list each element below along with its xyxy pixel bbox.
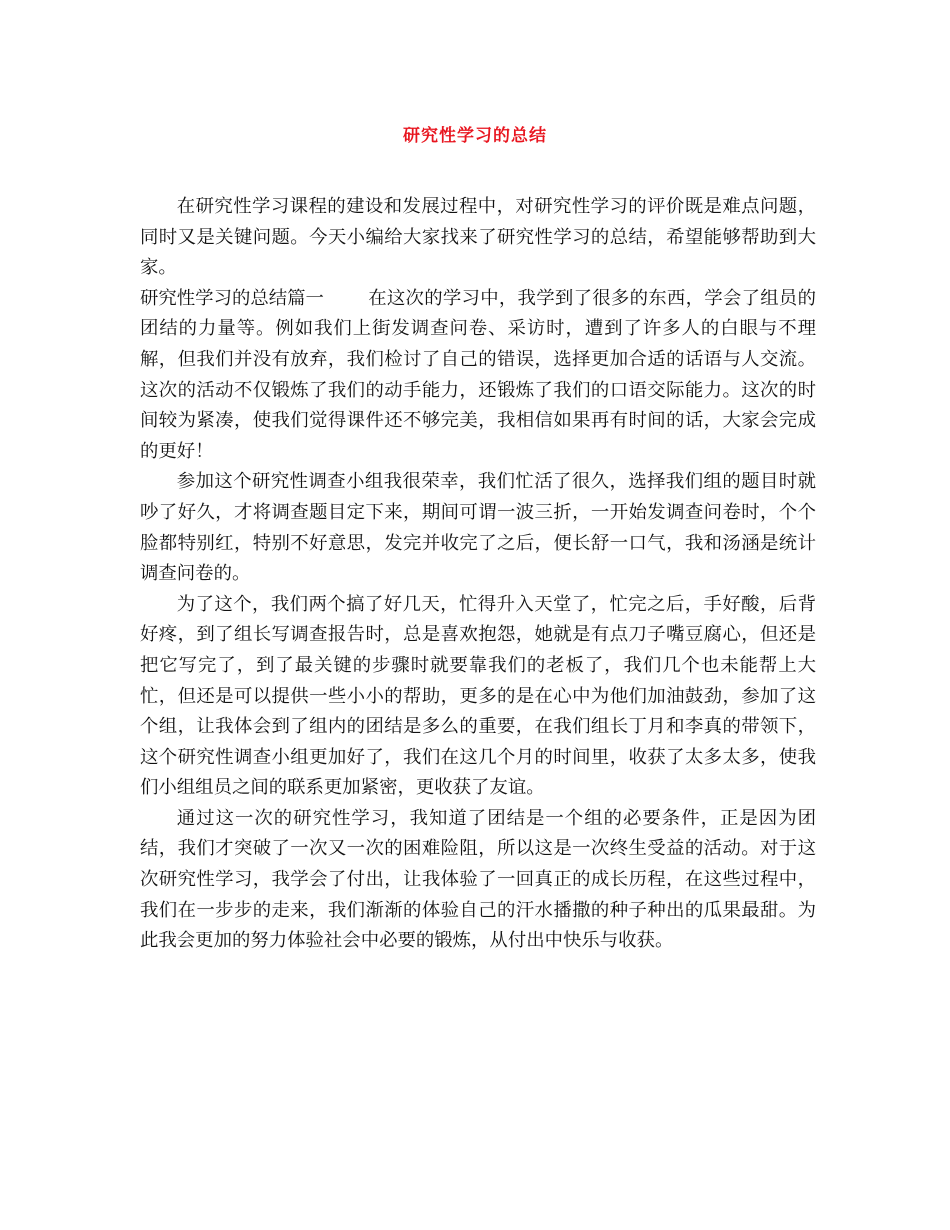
body-paragraph-2: 参加这个研究性调查小组我很荣幸，我们忙活了很久，选择我们组的题目时就吵了好久，才将调查题目定下来，期间可谓一波三折，一开始发调查问卷时，个个脸都特别红，特别不好意思，发完并收完了之后，便长舒一口气，我和汤涵是统计调查问卷的。 <box>140 471 816 585</box>
body-paragraph-4: 通过这一次的研究性学习，我知道了团结是一个组的必要条件，正是因为团结，我们才突破了一次又一次的困难险阻，所以这是一次终生受益的活动。对于这次研究性学习，我学会了付出，让我体验了一回真正的成长历程，在这些过程中，我们在一步步的走来，我们渐渐的体验自己的汗水播撒的种子种出的瓜果最甜。为此我会更加的努力体验社会中必要的锻炼，从付出中快乐与收获。 <box>140 807 816 952</box>
page-title: 研究性学习的总结 <box>403 126 547 146</box>
intro-paragraph: 在研究性学习课程的建设和发展过程中，对研究性学习的评价既是难点问题，同时又是关键问题。今天小编给大家找来了研究性学习的总结，希望能够帮助到大家。 <box>140 196 816 279</box>
body-paragraph-3: 为了这个，我们两个搞了好几天，忙得升入天堂了，忙完之后，手好酸，后背好疼，到了组长写调查报告时，总是喜欢抱怨，她就是有点刀子嘴豆腐心，但还是把它写完了，到了最关键的步骤时就要靠我们的老板了，我们几个也未能帮上大忙，但还是可以提供一些小小的帮助，更多的是在心中为他们加油鼓劲，参加了这个组，让我体会到了组内的团结是多么的重要，在我们组长丁月和李真的带领下，这个研究性调查小组更加好了，我们在这几个月的时间里，收获了太多太多，使我们小组组员之间的联系更加紧密，更收获了友谊。 <box>140 593 816 799</box>
section-one-paragraph <box>140 284 816 468</box>
body-paragraph-1: 在这次的学习中，我学到了很多的东西，学会了组员的团结的力量等。例如我们上街发调查问卷、采访时，遭到了许多人的白眼与不理解，但我们并没有放弃，我们检讨了自己的错误，选择更加合适的话语与人交流。这次的活动不仅锻炼了我们的动手能力，还锻炼了我们的口语交际能力。这次的时间较为紧凑，使我们觉得课件还不够完美，我相信如果再有时间的话，大家会完成的更好！ <box>140 287 816 462</box>
section-heading: 研究性学习的总结篇一 <box>140 287 324 309</box>
document-body <box>140 192 816 957</box>
